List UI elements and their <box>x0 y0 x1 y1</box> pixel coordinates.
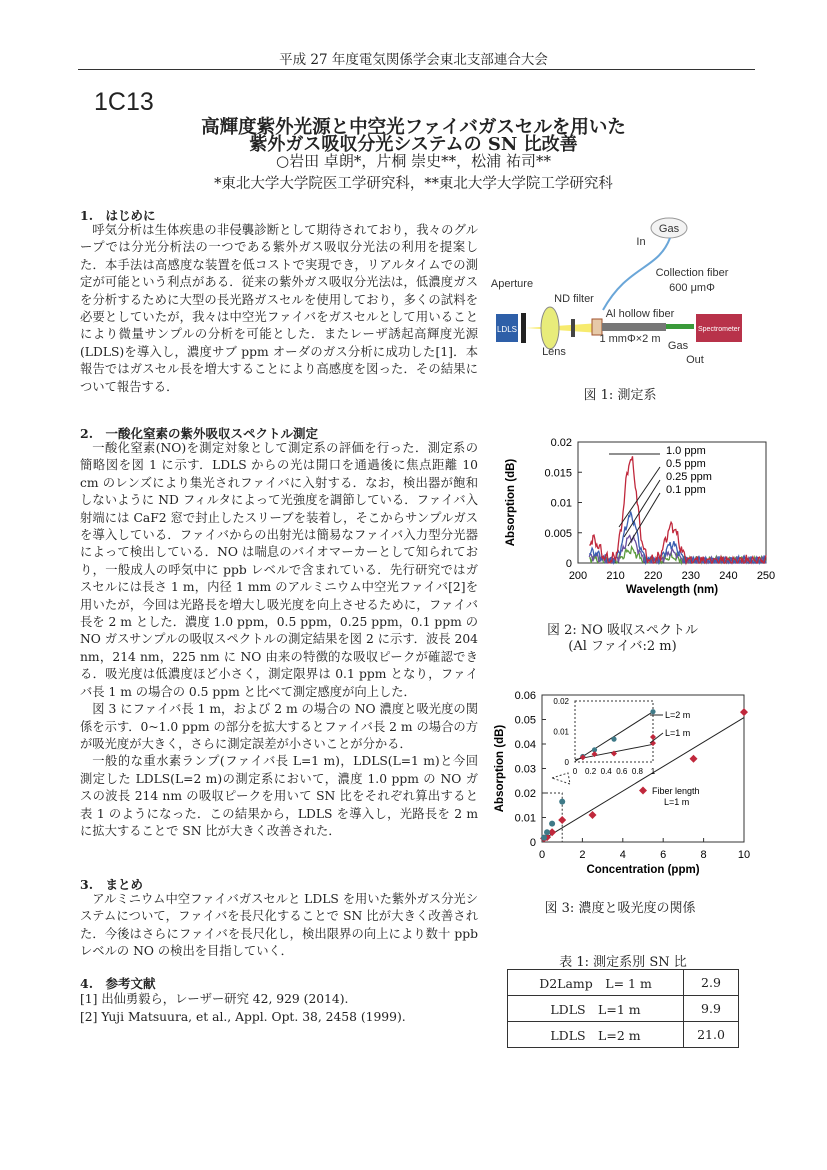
data-point-diamond <box>558 816 566 824</box>
legend-label: 0.5 ppm <box>666 458 706 470</box>
y-tick-label: 0.01 <box>514 812 536 825</box>
section-2-body <box>80 440 478 840</box>
gas-in-label: Gas <box>658 223 680 235</box>
ldls-label: LDLS <box>496 325 518 334</box>
y-tick-label: 0.03 <box>514 763 536 776</box>
table-cell-system: LDLS L=2 m <box>508 1022 684 1048</box>
y-axis-label: Absorption (dB) <box>505 458 517 547</box>
y-tick-label: 0.02 <box>514 788 536 800</box>
section-4-heading: 4. 参考文献 <box>80 976 156 991</box>
table-1-caption: 表 1: 測定系別 SN 比 <box>559 955 687 970</box>
paragraph: アルミニウム中空ファイバガスセルと LDLS を用いた紫外ガス分光システムについて，ファイバを長尺化することで SN 比が大きく改善された．今後はさらにファイバを長尺化し，検出限界の向上により数十 ppb レベルの NO の検出を目指していく． <box>80 892 478 959</box>
inset-label-l1: L=1 m <box>665 728 691 738</box>
x-tick-label: 250 <box>756 570 776 582</box>
lens-label: Lens <box>542 346 566 358</box>
section-1-heading: 1. はじめに <box>80 208 156 223</box>
data-point-circle <box>544 829 550 835</box>
aperture-plate <box>521 313 526 343</box>
header-rule <box>78 69 755 70</box>
inset-x-tick-label: 0.6 <box>616 767 628 776</box>
paper-title-line1: 高輝度紫外光源と中空光ファイバガスセルを用いた <box>201 117 626 138</box>
x-tick-label: 8 <box>700 849 707 861</box>
table-row <box>508 1022 739 1048</box>
table-row <box>508 970 739 996</box>
x-tick-label: 210 <box>606 570 625 582</box>
x-tick-label: 230 <box>681 570 700 582</box>
paper-code: 1C13 <box>94 88 154 116</box>
inset-y-tick-label: 0 <box>564 758 569 767</box>
y-tick-label: 0.02 <box>550 437 572 449</box>
inset-x-tick-label: 0.8 <box>631 767 643 776</box>
table-cell-system: LDLS L=1 m <box>508 996 684 1022</box>
paragraph: 一酸化窒素(NO)を測定対象として測定系の評価を行った．測定系の簡略図を図 1 に示す．LDLS からの光は開口を通過後に焦点距離 10 cm のレンズにより集光されファイバに入射する．なお，検出器が飽和しないように ND フィルタによって光強度を調節している．ファイバ入射端には CaF2 窓で封止したスリーブを装着し，そこからサンプルガスを導入している．ファイバからの出射光は簡易なファイバ入力型分光器によって検出している．NO は喘息のバイオマーカーとして知られており，一般成人の呼気中に ppb レベルで含まれている．先行研究ではガスセルには長さ 1 m，内径 1 mm のアルミニウム中空光ファイバ[2]を用いたが，今回は光路長を増大し吸光度を向上させるために，ファイバ長を 2 m とした．濃度 1.0 ppm，0.5 ppm，0.25 ppm，0.1 ppm の NO ガスサンプルの吸収スペクトルの測定結果を図 2 に示す．波長 204 nm，214 nm，225 nm に NO 由来の特徴的な吸収ピークが確認できる．吸光度は低濃度ほど小さく，測定限界は 0.1 ppm となり，ファイバ長 1 m の場合の 0.5 ppm と比べて測定感度が向上した． <box>80 441 478 699</box>
inset-x-tick-label: 0.4 <box>600 767 612 776</box>
reference-2: [2] Yuji Matsuura, et al., Appl. Opt. 38, 2458 (1999). <box>80 1010 406 1024</box>
legend-label: 0.1 ppm <box>666 484 706 496</box>
data-point-circle <box>541 835 547 841</box>
hollow-fiber <box>602 323 666 331</box>
x-tick-label: 0 <box>538 849 546 861</box>
legend-label: 0.25 ppm <box>666 471 712 483</box>
out-label: Out <box>686 354 704 366</box>
reference-1: [1] 出仙勇毅ら，レーザー研究 42, 929 (2014). <box>80 992 349 1006</box>
x-tick-label: 4 <box>619 849 626 861</box>
y-tick-label: 0 <box>529 837 536 849</box>
fiber-core-label: 600 μmΦ <box>669 282 715 294</box>
zoom-arrow <box>552 773 570 784</box>
annotation-line1: Fiber length <box>652 786 700 796</box>
figure-2-caption-line1: 図 2: NO 吸収スペクトル <box>546 623 699 638</box>
nd-filter-plate <box>571 319 575 337</box>
paragraph: 呼気分析は生体疾患の非侵襲診断として期待されており，我々のグループでは分光分析法の一つである紫外ガス吸収分光法の利用を提案した．本手法は高感度な装置を低コストで実現でき，リアルタイムでの測定が可能という利点がある．従来の紫外ガス吸収分光法は，低濃度ガスを分析するために大型の長光路ガスセルを使用しており，多くの試料を必要としていたが，我々は中空光ファイバをガスセルとして用いることにより微量サンプルの分析を可能とした．またレーザ誘起高輝度光源(LDLS)を導入し，濃度サブ ppm オーダのガス分析に成功した[1]．本報告ではガスセル長を増大することにより高感度を図った．その結果について報告する． <box>80 223 478 394</box>
x-tick-label: 2 <box>579 849 586 861</box>
inset-label-l2: L=2 m <box>665 710 691 720</box>
collection-fiber-label: Collection fiber <box>655 267 729 279</box>
figure-1-caption: 図 1: 測定系 <box>583 388 657 403</box>
data-point-circle <box>559 799 565 805</box>
inset-point-circle <box>611 737 616 742</box>
gas-out-label: Gas <box>667 340 689 352</box>
x-axis-label: Wavelength (nm) <box>625 584 719 596</box>
y-tick-label: 0.04 <box>514 739 536 751</box>
collection-fiber <box>666 324 694 329</box>
figure-2-caption-line2: (Al ファイバ:2 m) <box>568 639 677 654</box>
x-tick-label: 220 <box>644 570 663 582</box>
data-point-circle <box>549 821 555 827</box>
y-tick-label: 0.015 <box>544 467 572 480</box>
spectrometer-label: Spectrometer <box>697 326 741 333</box>
inset-y-tick-label: 0.02 <box>553 697 569 706</box>
figure-2-spectrum-chart <box>488 430 778 606</box>
x-tick-label: 200 <box>568 570 588 582</box>
table-cell-sn: 9.9 <box>684 996 739 1022</box>
fiber-dimension-label: 1 mmΦ×2 m <box>599 333 661 345</box>
table-cell-system: D2Lamp L= 1 m <box>508 970 684 996</box>
y-tick-label: 0.06 <box>514 690 536 702</box>
section-1-body <box>80 222 478 396</box>
inset-x-tick-label: 0.2 <box>585 767 597 776</box>
data-point-diamond <box>639 787 647 795</box>
paragraph: 図 3 にファイバ長 1 m，および 2 m の場合の NO 濃度と吸光度の関係を示す．0~1.0 ppm の部分を拡大するとファイバ長 2 m の場合の方が吸光度が大きく，さらに測定誤差が小さいことが分かる． <box>80 702 478 751</box>
annotation-line2: L=1 m <box>664 797 690 807</box>
y-tick-label: 0.05 <box>514 714 536 727</box>
paragraph: 一般的な重水素ランプ(ファイバ長 L=1 m)，LDLS(L=1 m)と今回測定した LDLS(L=2 m)の測定系において，濃度 1.0 ppm の NO ガスの波長 214 nm の吸収ピークを用いて SN 比をそれぞれ算出すると表 1 のようになった．この結果から，LDLS を導入し，光路長を 2 m に拡大することで SN 比が大きく改善された． <box>80 754 478 838</box>
section-3-heading: 3. まとめ <box>80 877 144 892</box>
lens-shape <box>541 307 559 349</box>
table-row <box>508 996 739 1022</box>
affiliations: *東北大学大学院医工学研究科，**東北大学大学院工学研究科 <box>214 176 613 192</box>
y-tick-label: 0.01 <box>550 497 572 510</box>
y-axis-label: Absorption (dB) <box>494 724 506 813</box>
aperture-label: Aperture <box>490 278 534 290</box>
data-point-diamond <box>690 755 698 763</box>
hollow-fiber-label: Al hollow fiber <box>605 308 675 320</box>
x-tick-label: 240 <box>719 570 738 582</box>
legend-label: 1.0 ppm <box>666 445 706 457</box>
data-point-diamond <box>740 708 748 716</box>
data-point-diamond <box>589 811 597 819</box>
table-cell-sn: 2.9 <box>684 970 739 996</box>
figure-1-setup-diagram <box>488 215 758 375</box>
section-2-heading: 2. 一酸化窒素の紫外吸収スペクトル測定 <box>80 426 319 441</box>
paper-title-line2: 紫外ガス吸収分光システムの SN 比改善 <box>249 134 578 155</box>
legend-pointer <box>624 480 660 537</box>
x-tick-label: 6 <box>660 849 667 861</box>
nd-filter-label: ND filter <box>554 293 594 305</box>
x-axis-label: Concentration (ppm) <box>586 864 700 876</box>
conference-name: 平成 27 年度電気関係学会東北支部連合大会 <box>279 52 548 68</box>
inset-x-tick-label: 1 <box>650 767 656 776</box>
figure-3-caption: 図 3: 濃度と吸光度の関係 <box>544 901 696 916</box>
in-label: In <box>636 236 646 248</box>
section-3-body <box>80 891 478 961</box>
y-tick-label: 0.005 <box>544 527 572 540</box>
inset-x-tick-label: 0 <box>572 767 578 776</box>
inset-y-tick-label: 0.01 <box>553 727 569 737</box>
authors: ○岩田 卓朗*，片桐 崇史**，松浦 祐司** <box>276 152 551 170</box>
figure-3-concentration-chart <box>488 685 768 880</box>
light-beam <box>526 323 600 333</box>
inset-point-circle <box>650 709 655 714</box>
sn-ratio-table <box>507 969 739 1048</box>
table-cell-sn: 21.0 <box>684 1022 739 1048</box>
y-tick-label: 0 <box>565 558 572 570</box>
x-tick-label: 10 <box>737 849 751 861</box>
